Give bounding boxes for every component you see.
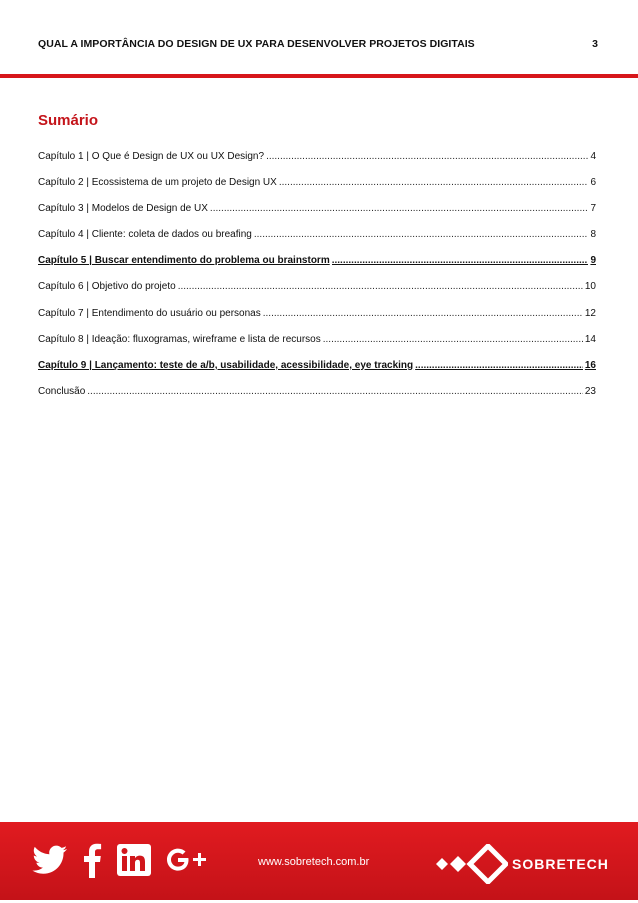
toc-item-page: 16 <box>584 359 596 371</box>
toc-leader-dots <box>178 280 583 294</box>
toc-item-page: 4 <box>590 151 596 162</box>
toc-item-label: Capítulo 4 | Cliente: coleta de dados ou breafing <box>38 229 252 241</box>
toc-item-8[interactable] <box>38 333 596 359</box>
table-of-contents <box>38 150 596 411</box>
toc-item-page: 23 <box>584 385 596 397</box>
toc-leader-dots <box>279 176 589 190</box>
toc-item-conclusion[interactable] <box>38 385 596 411</box>
website-link[interactable]: www.sobretech.com.br <box>258 856 370 868</box>
toc-item-page: 14 <box>584 333 596 345</box>
toc-leader-dots <box>254 228 589 242</box>
toc-item-5[interactable] <box>38 254 596 280</box>
brand-logo <box>432 844 609 884</box>
toc-item-page: 9 <box>590 255 596 267</box>
toc-item-9[interactable] <box>38 359 596 385</box>
toc-item-1[interactable] <box>38 150 596 176</box>
linkedin-icon[interactable] <box>116 843 152 877</box>
header-divider <box>0 74 638 78</box>
toc-item-3[interactable] <box>38 202 596 228</box>
toc-leader-dots <box>415 359 583 373</box>
toc-item-page: 8 <box>590 229 596 241</box>
toc-leader-dots <box>323 333 583 347</box>
toc-item-7[interactable] <box>38 307 596 333</box>
toc-leader-dots <box>87 385 583 399</box>
toc-item-page: 7 <box>590 203 596 215</box>
toc-item-2[interactable] <box>38 176 596 202</box>
toc-item-page: 6 <box>590 177 596 189</box>
toc-item-label: Capítulo 3 | Modelos de Design de UX <box>38 203 208 215</box>
page-header <box>38 38 598 50</box>
toc-item-6[interactable] <box>38 280 596 306</box>
document-title: QUAL A IMPORTÂNCIA DO DESIGN DE UX PARA DESENVOLVER PROJETOS DIGITAIS <box>38 38 475 50</box>
toc-item-label: Capítulo 9 | Lançamento: teste de a/b, usabilidade, acessibilidade, eye tracking <box>38 359 414 371</box>
toc-leader-dots <box>332 254 589 268</box>
toc-item-page: 12 <box>584 307 596 319</box>
google-plus-icon[interactable] <box>166 844 206 876</box>
toc-leader-dots <box>266 150 588 164</box>
toc-item-label: Capítulo 1 | O Que é Design de UX ou UX Design? <box>38 151 265 162</box>
toc-item-4[interactable] <box>38 228 596 254</box>
toc-leader-dots <box>210 202 589 216</box>
toc-item-label: Capítulo 8 | Ideação: fluxogramas, wireframe e lista de recursos <box>38 333 321 345</box>
toc-item-label: Capítulo 5 | Buscar entendimento do problema ou brainstorm <box>38 255 330 267</box>
toc-item-label: Capítulo 2 | Ecossistema de um projeto de Design UX <box>38 177 277 189</box>
toc-item-page: 10 <box>584 281 596 293</box>
twitter-icon[interactable] <box>32 845 68 875</box>
toc-item-label: Capítulo 6 | Objetivo do projeto <box>38 281 176 293</box>
facebook-icon[interactable] <box>82 842 102 878</box>
sobretech-logo-icon <box>432 844 508 884</box>
social-links <box>32 842 206 878</box>
toc-title: Sumário <box>38 112 99 129</box>
brand-name: SOBRETECH <box>512 856 609 872</box>
page-number: 3 <box>592 38 598 50</box>
toc-leader-dots <box>263 307 583 321</box>
toc-item-label: Capítulo 7 | Entendimento do usuário ou personas <box>38 307 261 319</box>
toc-item-label: Conclusão <box>38 385 86 397</box>
page-footer <box>0 822 638 900</box>
